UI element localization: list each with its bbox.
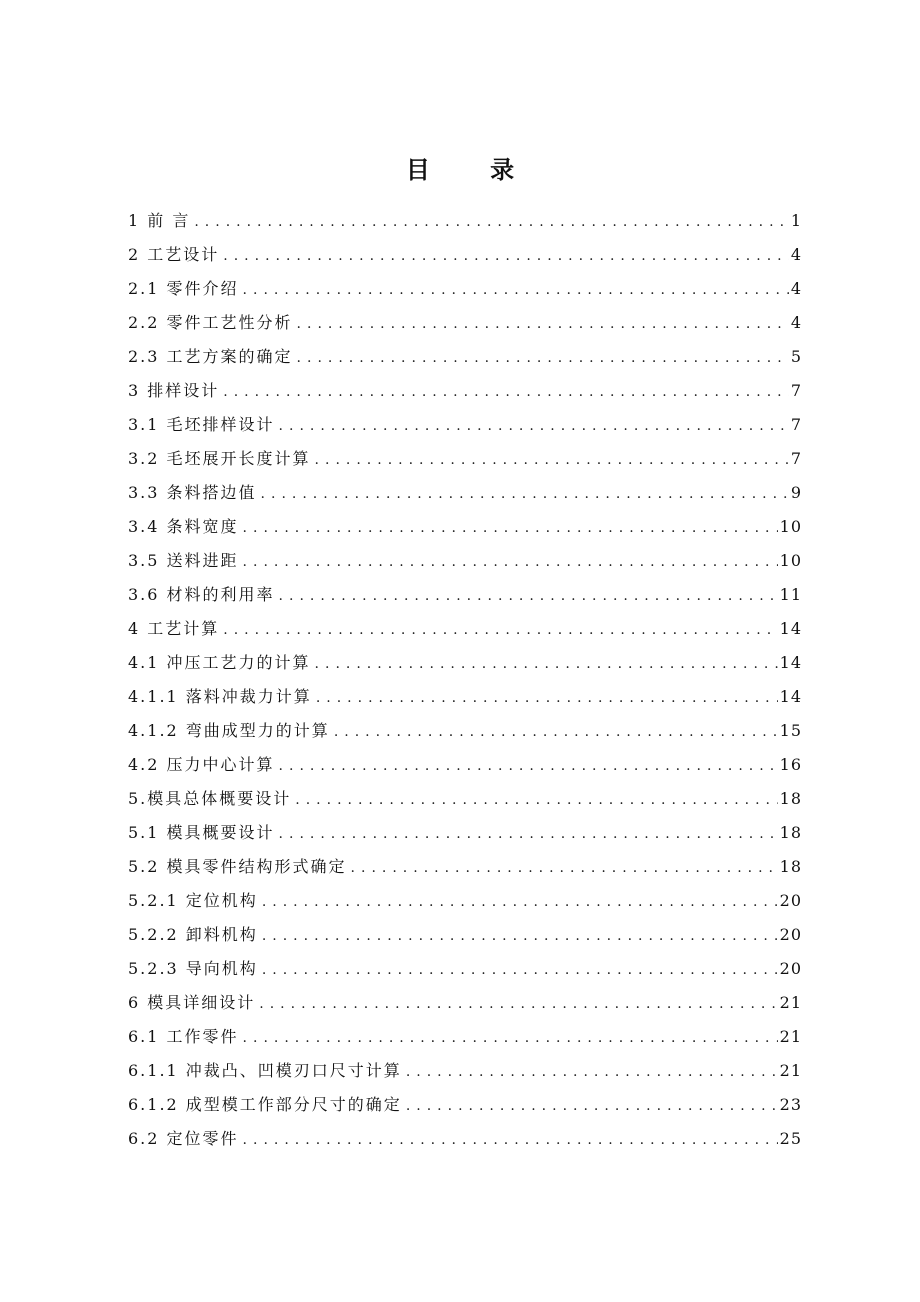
toc-dot-leader [315,452,789,468]
toc-entry-label: 6.1 工作零件 [128,1027,239,1046]
toc-entry-page-number: 7 [790,381,802,400]
toc-entry-page-number: 11 [779,585,802,604]
toc-entry-label: 1 前 言 [128,211,191,230]
toc-dot-leader [297,350,789,366]
toc-entry-page-number: 7 [790,449,802,468]
toc-entry-label: 6.1.2 成型模工作部分尺寸的确定 [128,1095,402,1114]
toc-entry-page-number: 14 [779,619,802,638]
toc-entry-page-number: 25 [779,1129,802,1148]
toc-dot-leader [279,826,778,842]
toc-entry-label: 4 工艺计算 [128,619,220,638]
toc-entry[interactable] [128,786,802,820]
toc-entry-label: 3 排样设计 [128,381,220,400]
toc-dot-leader [316,690,778,706]
toc-entry[interactable] [128,310,802,344]
toc-entry-page-number: 14 [779,687,802,706]
toc-dot-leader [279,418,789,434]
toc-entry-page-number: 18 [779,823,802,842]
toc-entry[interactable] [128,514,802,548]
toc-entry-page-number: 10 [779,551,802,570]
toc-entry[interactable] [128,990,802,1024]
toc-entry-page-number: 16 [779,755,802,774]
toc-entry[interactable] [128,922,802,956]
toc-dot-leader [315,656,778,672]
toc-entry-label: 5.2.3 导向机构 [128,959,258,978]
toc-title: 目 录 [405,156,541,184]
toc-entry[interactable] [128,344,802,378]
toc-dot-leader [262,962,778,978]
toc-dot-leader [262,928,778,944]
toc-list [128,208,802,1160]
toc-entry-label: 4.1 冲压工艺力的计算 [128,653,311,672]
toc-entry[interactable] [128,242,802,276]
toc-entry-label: 5.2.2 卸料机构 [128,925,258,944]
toc-entry-page-number: 5 [790,347,802,366]
toc-entry-label: 3.1 毛坯排样设计 [128,415,275,434]
toc-entry[interactable] [128,1024,802,1058]
toc-entry[interactable] [128,650,802,684]
toc-entry[interactable] [128,582,802,616]
toc-entry-label: 2.1 零件介绍 [128,279,239,298]
toc-entry-page-number: 21 [779,1027,802,1046]
toc-entry-label: 5.2 模具零件结构形式确定 [128,857,347,876]
toc-entry-page-number: 21 [779,1061,802,1080]
toc-dot-leader [406,1098,778,1114]
toc-dot-leader [243,282,789,298]
toc-entry-page-number: 14 [779,653,802,672]
toc-entry[interactable] [128,1058,802,1092]
toc-dot-leader [295,792,777,808]
toc-dot-leader [243,1030,778,1046]
toc-entry-page-number: 10 [779,517,802,536]
toc-dot-leader [351,860,778,876]
toc-entry[interactable] [128,956,802,990]
toc-dot-leader [259,996,777,1012]
toc-entry[interactable] [128,684,802,718]
toc-entry[interactable] [128,1126,802,1160]
toc-dot-leader [279,588,778,604]
toc-entry-label: 3.4 条料宽度 [128,517,239,536]
toc-entry-page-number: 7 [790,415,802,434]
toc-entry[interactable] [128,548,802,582]
toc-entry-page-number: 18 [779,789,802,808]
toc-entry-label: 5.模具总体概要设计 [128,789,292,808]
toc-entry-page-number: 4 [790,279,802,298]
toc-entry[interactable] [128,888,802,922]
toc-entry[interactable] [128,752,802,786]
toc-dot-leader [406,1064,778,1080]
toc-entry-page-number: 1 [790,211,802,230]
toc-dot-leader [194,214,788,230]
toc-entry-page-number: 20 [779,959,802,978]
toc-entry[interactable] [128,820,802,854]
toc-dot-leader [223,384,789,400]
toc-entry-label: 4.2 压力中心计算 [128,755,275,774]
toc-entry-label: 5.2.1 定位机构 [128,891,258,910]
toc-entry-page-number: 20 [779,891,802,910]
toc-entry-label: 3.3 条料搭边值 [128,483,257,502]
toc-entry-page-number: 18 [779,857,802,876]
toc-entry[interactable] [128,1092,802,1126]
toc-dot-leader [243,520,778,536]
toc-entry-page-number: 20 [779,925,802,944]
toc-dot-leader [223,248,789,264]
toc-dot-leader [297,316,789,332]
toc-entry-label: 6 模具详细设计 [128,993,256,1012]
toc-dot-leader [334,724,778,740]
toc-entry-label: 6.2 定位零件 [128,1129,239,1148]
toc-entry-label: 2.2 零件工艺性分析 [128,313,293,332]
toc-entry-page-number: 23 [779,1095,802,1114]
toc-entry-label: 4.1.2 弯曲成型力的计算 [128,721,330,740]
toc-entry-label: 3.2 毛坯展开长度计算 [128,449,311,468]
toc-entry-page-number: 21 [779,993,802,1012]
toc-entry[interactable] [128,718,802,752]
toc-entry-label: 2.3 工艺方案的确定 [128,347,293,366]
toc-entry[interactable] [128,446,802,480]
toc-entry-label: 3.6 材料的利用率 [128,585,275,604]
toc-entry[interactable] [128,378,802,412]
toc-entry[interactable] [128,412,802,446]
toc-entry-label: 3.5 送料进距 [128,551,239,570]
toc-entry-page-number: 4 [790,245,802,264]
toc-dot-leader [243,1132,778,1148]
toc-entry-page-number: 15 [779,721,802,740]
toc-entry-page-number: 4 [790,313,802,332]
toc-entry-label: 6.1.1 冲裁凸、凹模刃口尺寸计算 [128,1061,402,1080]
toc-dot-leader [261,486,789,502]
toc-entry-label: 5.1 模具概要设计 [128,823,275,842]
toc-dot-leader [262,894,778,910]
toc-dot-leader [243,554,778,570]
toc-entry[interactable] [128,854,802,888]
toc-entry[interactable] [128,616,802,650]
toc-dot-leader [223,622,777,638]
toc-entry[interactable] [128,480,802,514]
toc-entry-page-number: 9 [790,483,802,502]
toc-dot-leader [279,758,778,774]
toc-entry[interactable] [128,276,802,310]
toc-entry-label: 2 工艺设计 [128,245,220,264]
toc-entry-label: 4.1.1 落料冲裁力计算 [128,687,312,706]
toc-entry[interactable] [128,208,802,242]
